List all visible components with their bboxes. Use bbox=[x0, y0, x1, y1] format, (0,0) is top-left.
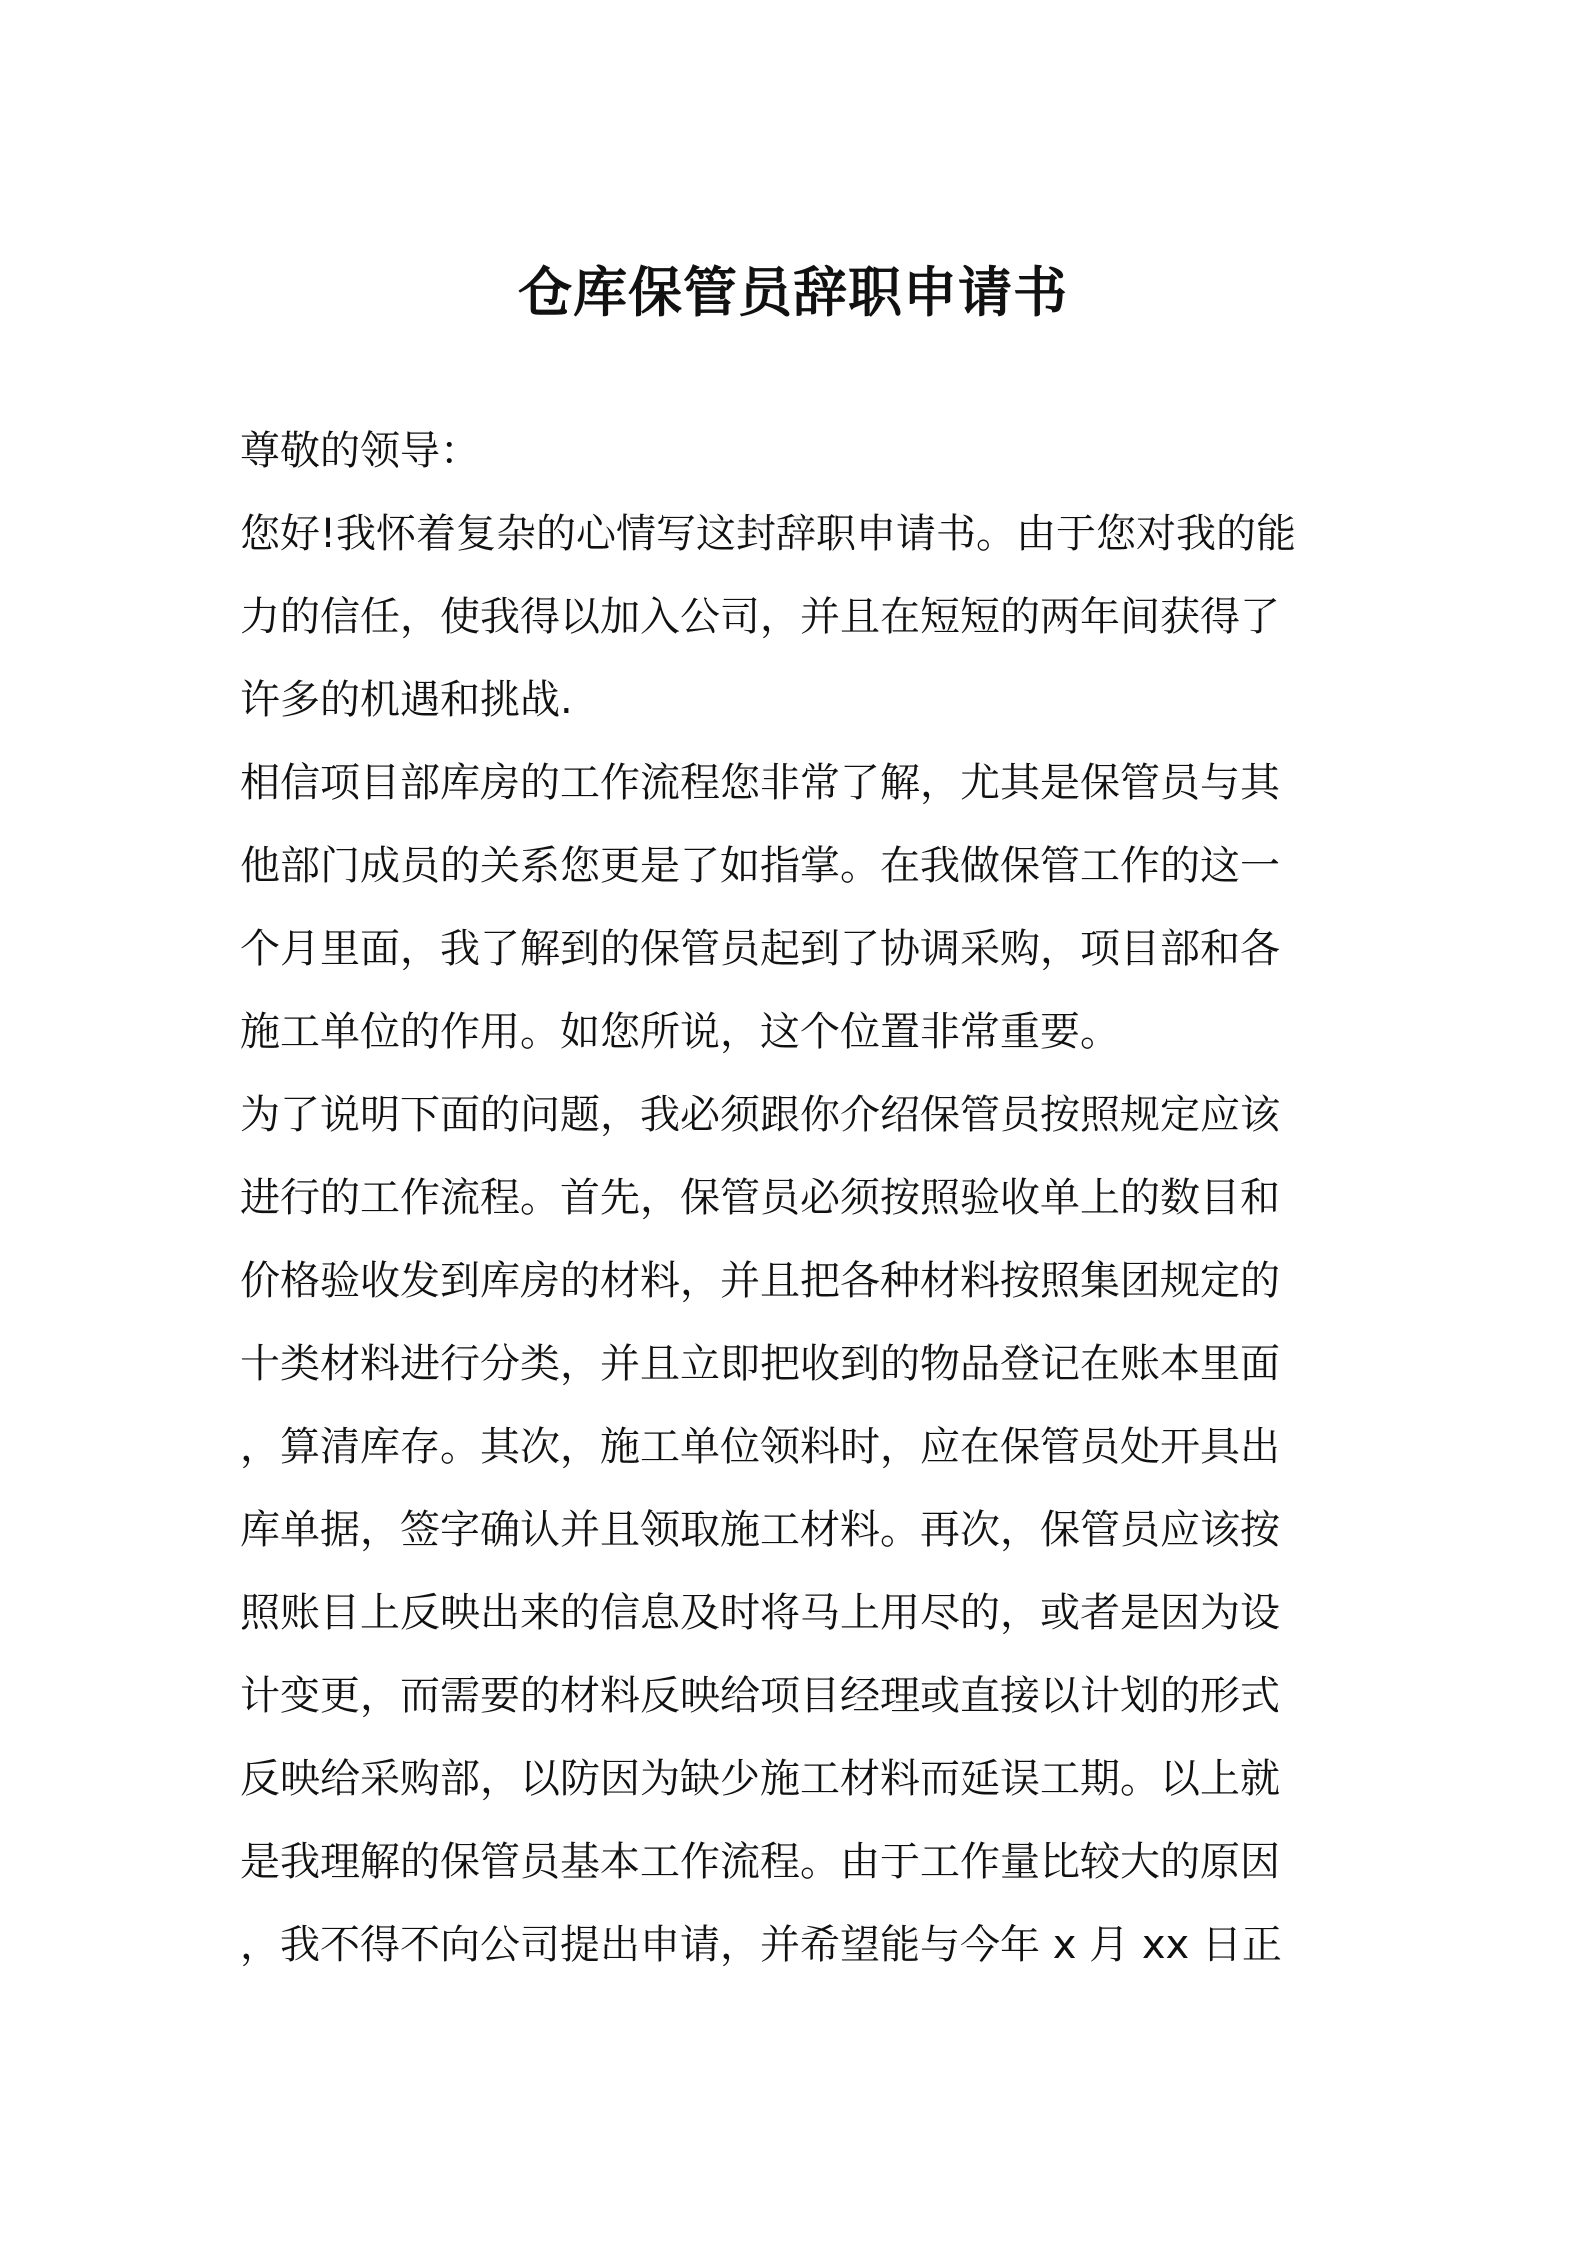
text-line: 施工单位的作用。如您所说，这个位置非常重要。 bbox=[240, 1009, 1120, 1055]
text-line: 库单据，签字确认并且领取施工材料。再次，保管员应该按 bbox=[240, 1507, 1280, 1553]
text-line: 进行的工作流程。首先，保管员必须按照验收单上的数目和 bbox=[240, 1175, 1280, 1221]
document-title: 仓库保管员辞职申请书 bbox=[518, 261, 1068, 324]
text-line: 十类材料进行分类，并且立即把收到的物品登记在账本里面 bbox=[240, 1341, 1280, 1387]
text-line: 个月里面，我了解到的保管员起到了协调采购，项目部和各 bbox=[240, 926, 1280, 972]
text-line: 您好!我怀着复杂的心情写这封辞职申请书。由于您对我的能 bbox=[240, 511, 1297, 557]
text-line: 照账目上反映出来的信息及时将马上用尽的，或者是因为设 bbox=[240, 1590, 1280, 1636]
document-body bbox=[240, 410, 1360, 1987]
text-line: ，算清库存。其次，施工单位领料时，应在保管员处开具出 bbox=[240, 1424, 1280, 1470]
text-line: 价格验收发到库房的材料，并且把各种材料按照集团规定的 bbox=[240, 1258, 1280, 1304]
text-line: 反映给采购部，以防因为缺少施工材料而延误工期。以上就 bbox=[240, 1756, 1280, 1802]
text-line: 计变更，而需要的材料反映给项目经理或直接以计划的形式 bbox=[240, 1673, 1280, 1719]
text-line: 他部门成员的关系您更是了如指掌。在我做保管工作的这一 bbox=[240, 843, 1280, 889]
text-line: 尊敬的领导： bbox=[240, 428, 480, 474]
text-line: 力的信任，使我得以加入公司，并且在短短的两年间获得了 bbox=[240, 594, 1280, 640]
text-line: 许多的机遇和挑战. bbox=[240, 677, 573, 723]
text-line: 相信项目部库房的工作流程您非常了解，尤其是保管员与其 bbox=[240, 760, 1280, 806]
text-line: 是我理解的保管员基本工作流程。由于工作量比较大的原因 bbox=[240, 1839, 1280, 1885]
text-line: ，我不得不向公司提出申请，并希望能与今年 x 月 xx 日正 bbox=[240, 1922, 1282, 1968]
text-line: 为了说明下面的问题，我必须跟你介绍保管员按照规定应该 bbox=[240, 1092, 1280, 1138]
